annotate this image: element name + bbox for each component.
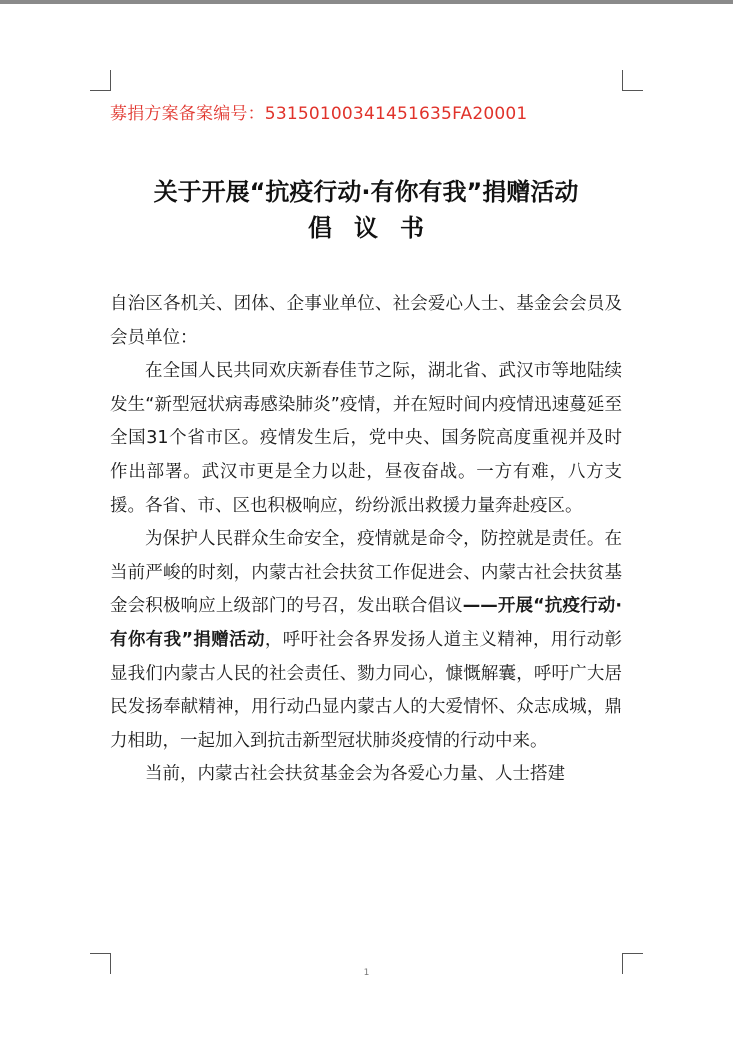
crop-mark-top-right [622,70,643,91]
document-title: 关于开展“抗疫行动·有你有我”捐赠活动 [153,178,579,206]
paragraph-3: 当前，内蒙古社会扶贫基金会为各爱心力量、人士搭建 [145,764,565,785]
paragraph-1: 在全国人民共同欢庆新春佳节之际，湖北省、武汉市等地陆续发生“新型冠状病毒感染肺炎”疫情，并在短时间内疫情迅速蔓延至全国31个省市区。疫情发生后，党中央、国务院高度重视并及时作出部署。武汉市更是全力以赴，昼夜奋战。一方有难，八方支援。各省、市、区也积极响应，纷纷派出救援力量奔赴疫区。 [110,361,622,516]
document-subtitle: 倡议书 [308,214,446,242]
paragraph-2-text-end: ，呼吁社会各界发扬人道主义精神，用行动彰显我们内蒙古人民的社会责任、勠力同心，慷慨解囊，呼吁广大居民发扬奉献精神，用行动凸显内蒙古人的大爱情怀、众志成城，鼎力相助，一起加入到抗击新型冠状肺炎疫情的行动中来。 [110,629,622,751]
salutation: 自治区各机关、团体、企事业单位、社会爱心人士、基金会会员及会员单位： [110,294,622,348]
paragraph-2 [110,523,622,758]
page-number: 1 [363,968,370,978]
top-border-bar [0,0,733,4]
paragraph-2-text-start: 为保护人民群众生命安全，疫情就是命令，防控就是责任。在当前严峻的时刻，内蒙古社会扶贫工作促进会、内蒙古社会扶贫基金会积极响应上级部门的号召，发出联合倡议 [110,529,622,617]
document-body [110,288,622,792]
filing-number: 募捐方案备案编号：53150100341451635FA20001 [110,104,528,124]
crop-mark-top-left [90,70,111,91]
paragraph-2-bold-phrase: ——开展“抗疫行动·有你有我”捐赠活动 [110,596,622,650]
